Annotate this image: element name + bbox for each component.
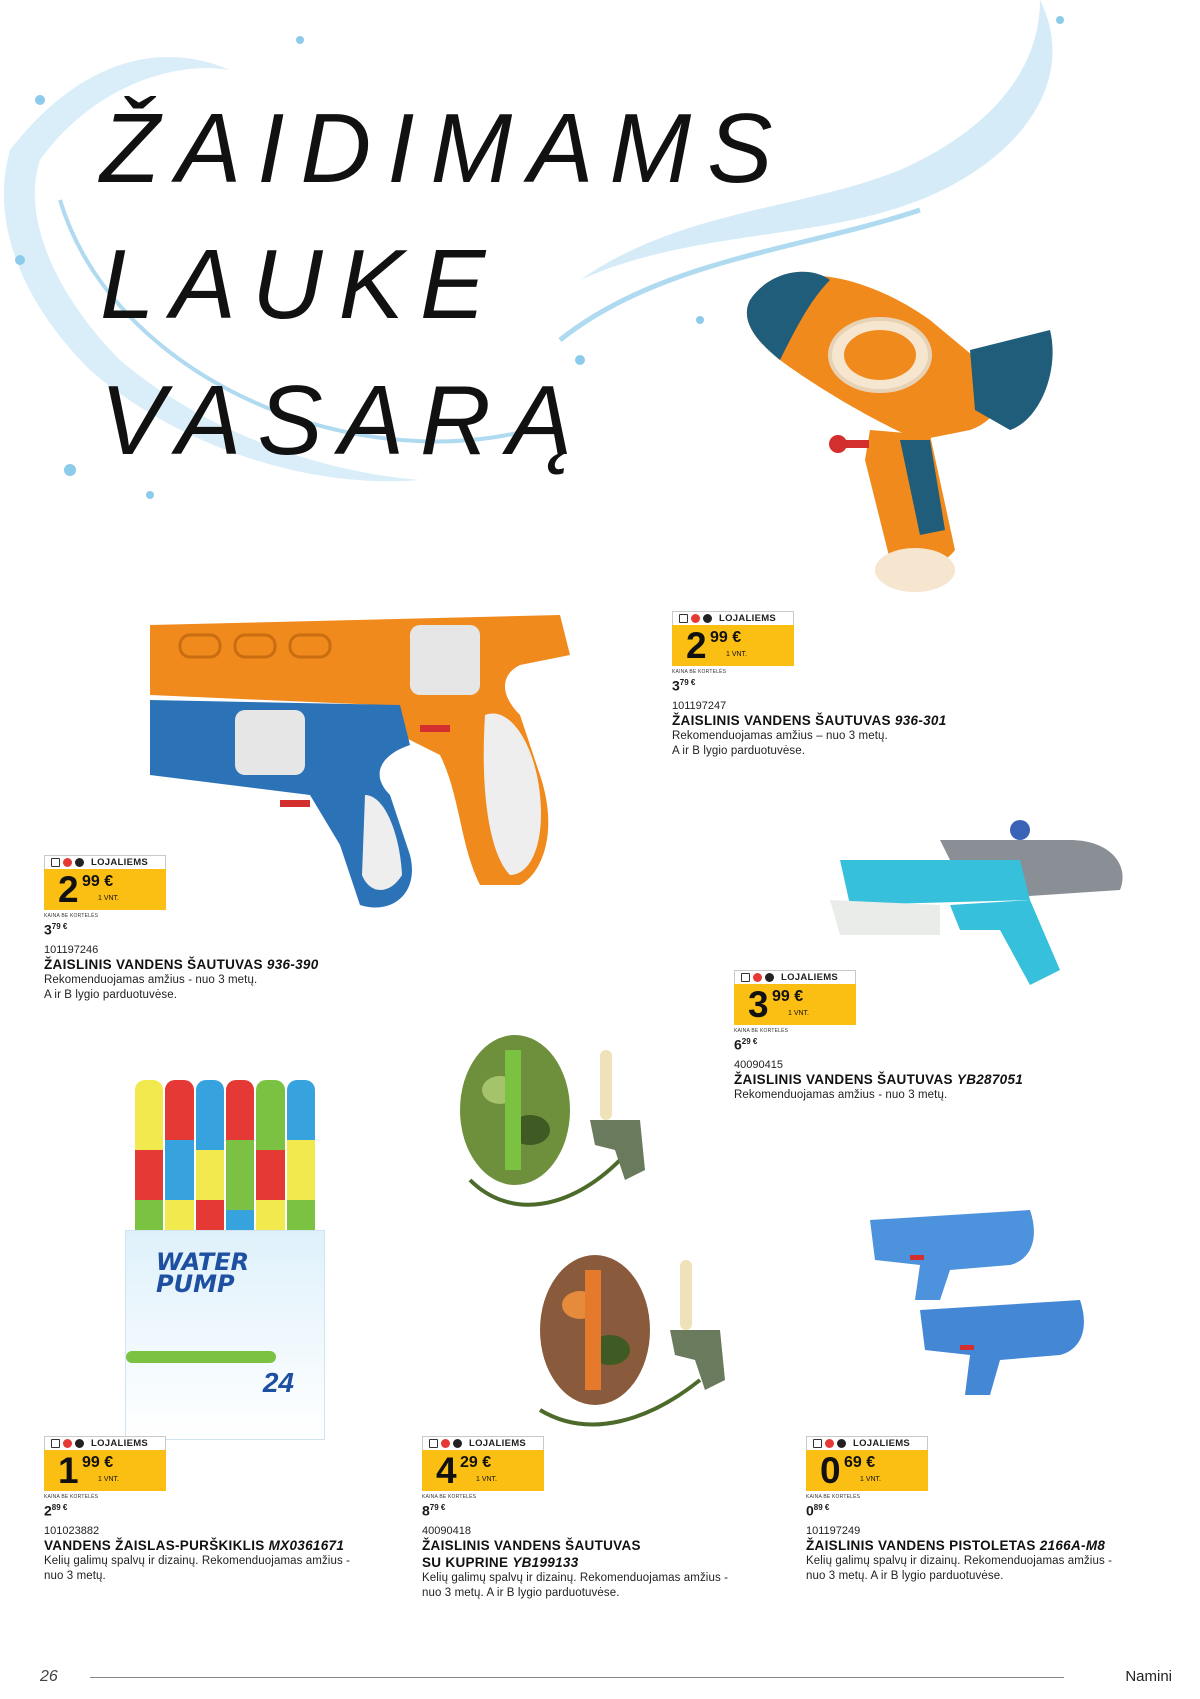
- price-decimal: 99 €: [82, 1454, 114, 1471]
- blue-pistols-image: [860, 1200, 1120, 1410]
- product-desc-1: Rekomenduojamas amžius – nuo 3 metų.: [672, 729, 888, 742]
- offer-backpack-gun: [422, 1436, 802, 1601]
- price-integer: 0: [820, 1450, 841, 1491]
- old-price: KAINA BE KORTELĖS $6^{29 €}$: [734, 1028, 789, 1053]
- unit-label: 1 VNT.: [98, 1476, 120, 1483]
- product-desc-1: Rekomenduojamas amžius - nuo 3 metų.: [734, 1088, 948, 1101]
- page-number: 26: [40, 1668, 58, 1685]
- product-code: 40090418: [422, 1524, 471, 1537]
- loyalty-badge: LOJALIEMS: [672, 611, 794, 625]
- product-desc-2: nuo 3 metų. A ir B lygio parduotuvėse.: [806, 1569, 1004, 1582]
- backpack-water-gun-image-orange: [520, 1250, 780, 1440]
- loyalty-red-icon: [753, 973, 762, 982]
- price-integer: 4: [436, 1450, 457, 1491]
- old-price: KAINA BE KORTELĖS $3^{79 €}$: [44, 913, 99, 938]
- unit-label: 1 VNT.: [788, 1010, 810, 1017]
- old-price: KAINA BE KORTELĖS $8^{79 €}$: [422, 1494, 477, 1519]
- offer-pistol: [806, 1436, 1186, 1584]
- price-box: [806, 1450, 928, 1491]
- price-integer: 2: [58, 869, 79, 910]
- price-decimal: 99 €: [772, 988, 804, 1005]
- price-decimal: 69 €: [844, 1454, 876, 1471]
- headline-line-2: LAUKE: [100, 229, 502, 339]
- unit-label: 1 VNT.: [726, 651, 748, 658]
- offer-blaster: [734, 970, 1114, 1103]
- footer-divider: [90, 1677, 1064, 1678]
- product-desc-1: Rekomenduojamas amžius - nuo 3 metų.: [44, 973, 258, 986]
- backpack-water-gun-image-green: [450, 1030, 700, 1230]
- product-name: ŽAISLINIS VANDENS ŠAUTUVAS YB287051: [734, 1071, 1024, 1087]
- product-name-line-2: SU KUPRINE YB199133: [422, 1554, 579, 1570]
- loyalty-badge: LOJALIEMS: [44, 855, 166, 869]
- box-front: [125, 1230, 325, 1440]
- old-price: KAINA BE KORTELĖS $2^{89 €}$: [44, 1494, 99, 1519]
- product-desc-1: Kelių galimų spalvų ir dizainų. Rekomenduojamas amžius -: [806, 1554, 1113, 1567]
- loyalty-dark-icon: [703, 614, 712, 623]
- product-desc-2: nuo 3 metų.: [44, 1569, 106, 1582]
- loyalty-badge: LOJALIEMS: [422, 1436, 544, 1450]
- price-decimal: 99 €: [82, 873, 114, 890]
- card-icon: [813, 1439, 822, 1448]
- headline-line-1: ŽAIDIMAMS: [100, 93, 789, 203]
- price-box: [734, 984, 856, 1025]
- loyalty-badge: LOJALIEMS: [806, 1436, 928, 1450]
- product-desc-2: A ir B lygio parduotuvėse.: [672, 744, 806, 757]
- product-code: 101197247: [672, 699, 727, 712]
- price-integer: 2: [686, 625, 707, 666]
- price-box: [44, 1450, 166, 1491]
- water-pump-box-image: [120, 1080, 320, 1440]
- card-icon: [741, 973, 750, 982]
- loyalty-red-icon: [691, 614, 700, 623]
- price-decimal: 99 €: [710, 629, 742, 646]
- box-title: WATER PUMP: [156, 1248, 250, 1298]
- card-icon: [679, 614, 688, 623]
- price-box: [672, 625, 794, 666]
- product-name: ŽAISLINIS VANDENS ŠAUTUVAS 936-301: [672, 712, 947, 728]
- footer-brand: Namini: [1125, 1668, 1172, 1685]
- price-decimal: 29 €: [460, 1454, 492, 1471]
- headline: [100, 80, 788, 488]
- product-name: VANDENS ŽAISLAS-PURŠKIKLIS MX0361671: [44, 1537, 345, 1553]
- box-count: 24: [262, 1367, 294, 1398]
- price-integer: 3: [748, 984, 769, 1025]
- rocket-water-gun-image: [740, 260, 1080, 600]
- product-code: 101197249: [806, 1524, 861, 1537]
- loyalty-badge: LOJALIEMS: [44, 1436, 166, 1450]
- card-icon: [51, 1439, 60, 1448]
- offer-rocket-gun: [672, 611, 1052, 759]
- loyalty-badge: LOJALIEMS: [734, 970, 856, 984]
- loyalty-dark-icon: [75, 1439, 84, 1448]
- price-box: [44, 869, 166, 910]
- loyalty-dark-icon: [453, 1439, 462, 1448]
- product-desc-2: A ir B lygio parduotuvėse.: [44, 988, 178, 1001]
- unit-label: 1 VNT.: [476, 1476, 498, 1483]
- product-desc-1: Kelių galimų spalvų ir dizainų. Rekomenduojamas amžius -: [422, 1571, 729, 1584]
- product-name: ŽAISLINIS VANDENS ŠAUTUVAS: [422, 1537, 641, 1553]
- price-box: [422, 1450, 544, 1491]
- loyalty-red-icon: [63, 858, 72, 867]
- product-desc-1: Kelių galimų spalvų ir dizainų. Rekomenduojamas amžius -: [44, 1554, 351, 1567]
- loyalty-red-icon: [825, 1439, 834, 1448]
- price-integer: 1: [58, 1450, 79, 1491]
- loyalty-red-icon: [441, 1439, 450, 1448]
- loyalty-dark-icon: [837, 1439, 846, 1448]
- loyalty-red-icon: [63, 1439, 72, 1448]
- headline-line-3: VASARĄ: [100, 365, 589, 475]
- product-desc-2: nuo 3 metų. A ir B lygio parduotuvėse.: [422, 1586, 620, 1599]
- loyalty-dark-icon: [75, 858, 84, 867]
- unit-label: 1 VNT.: [860, 1476, 882, 1483]
- offer-water-pump: [44, 1436, 424, 1584]
- loyalty-dark-icon: [765, 973, 774, 982]
- card-icon: [51, 858, 60, 867]
- product-code: 101023882: [44, 1524, 100, 1537]
- offer-revolver-gun: [44, 855, 424, 1003]
- product-code: 101197246: [44, 943, 99, 956]
- card-icon: [429, 1439, 438, 1448]
- old-price: KAINA BE KORTELĖS $3^{79 €}$: [672, 669, 727, 694]
- product-name: ŽAISLINIS VANDENS ŠAUTUVAS 936-390: [44, 956, 319, 972]
- product-name: ŽAISLINIS VANDENS PISTOLETAS 2166A-M8: [806, 1537, 1106, 1553]
- product-code: 40090415: [734, 1058, 783, 1071]
- unit-label: 1 VNT.: [98, 895, 120, 902]
- old-price: KAINA BE KORTELĖS $0^{89 €}$: [806, 1494, 861, 1519]
